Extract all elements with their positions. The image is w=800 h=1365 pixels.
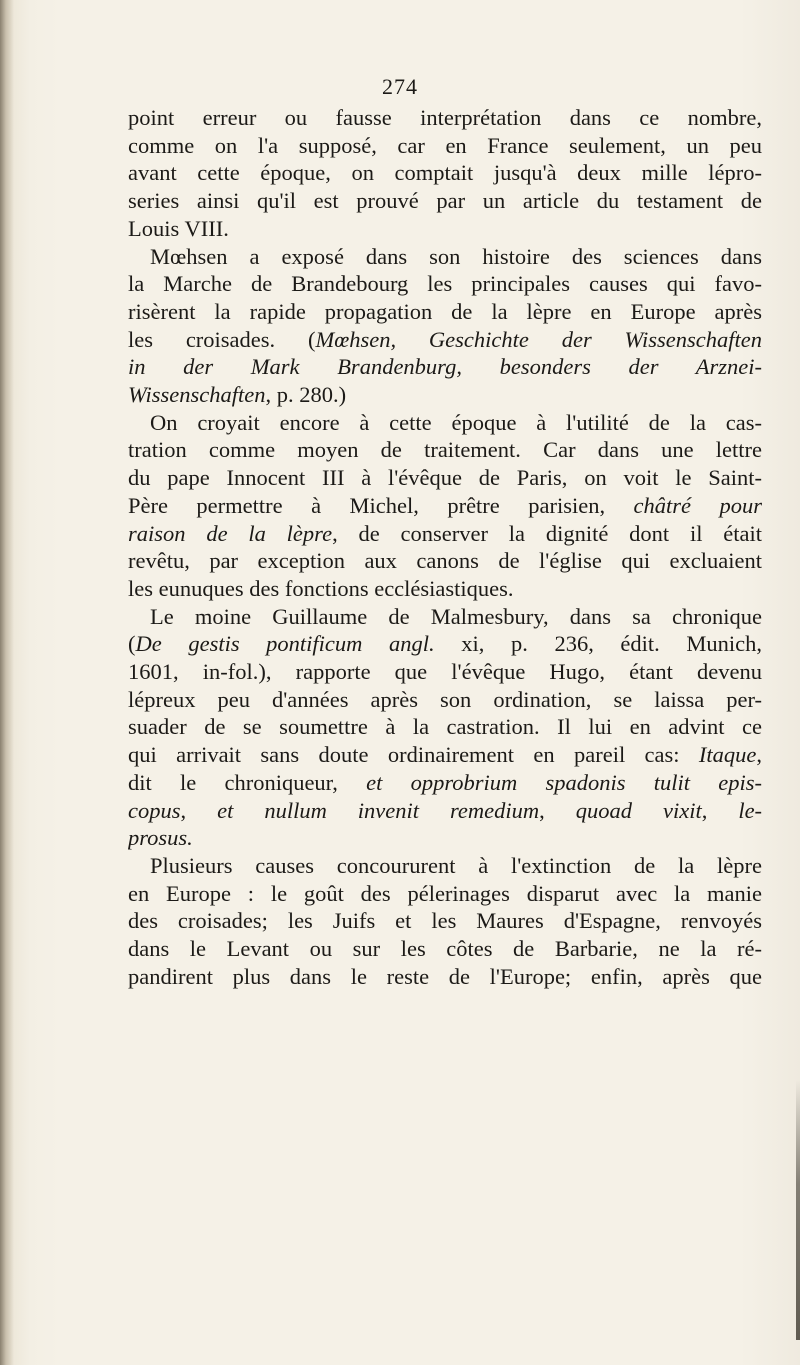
- italic-text: châtré pour: [633, 492, 762, 518]
- text-line: [128, 270, 762, 298]
- text-segment: suader de se soumettre à la castration. Il lui en advint ce: [128, 714, 762, 740]
- italic-text: raison de la lèpre: [128, 520, 333, 546]
- text-segment: pandirent plus dans le reste de l'Europe; enfin, après que: [128, 963, 762, 989]
- text-segment: avant cette époque, on comptait jusqu'à deux mille lépro-: [128, 160, 762, 186]
- text-segment: (: [128, 631, 136, 657]
- text-segment: , p. 280.): [265, 382, 347, 408]
- text-segment: series ainsi qu'il est prouvé par un article du testament de: [128, 188, 762, 214]
- text-line: [128, 797, 762, 825]
- page-number: 274: [382, 74, 418, 99]
- italic-text: in der Mark Brandenburg, besonders der Arznei-: [128, 354, 762, 380]
- binding-shadow: [0, 0, 14, 1365]
- text-segment: ,: [756, 742, 762, 768]
- text-segment: du pape Innocent III à l'évêque de Paris, on voit le Saint-: [128, 465, 762, 491]
- text-line: [128, 132, 762, 160]
- text-line: [128, 492, 762, 520]
- text-segment: des croisades; les Juifs et les Maures d'Espagne, renvoyés: [128, 908, 762, 934]
- italic-text: De gestis pontificum angl.: [135, 631, 435, 657]
- text-line: [128, 547, 762, 575]
- text-segment: Mœhsen a exposé dans son histoire des sciences dans: [150, 243, 762, 269]
- text-segment: en Europe : le goût des pélerinages disparut avec la manie: [128, 880, 762, 906]
- text-line: [128, 353, 762, 381]
- page-edge-mark: [796, 1080, 800, 1340]
- text-line: [128, 159, 762, 187]
- text-segment: revêtu, par exception aux canons de l'église qui excluaient: [128, 548, 762, 574]
- text-line: [128, 436, 762, 464]
- text-segment: dans le Levant ou sur les côtes de Barbarie, ne la ré-: [128, 936, 762, 962]
- italic-text: et nullum invenit remedium: [217, 797, 540, 823]
- text-segment: Père permettre à Michel, prêtre parisien,: [128, 492, 634, 518]
- text-line: [128, 243, 762, 271]
- text-line: [128, 575, 762, 603]
- text-line: [128, 713, 762, 741]
- text-line: [128, 187, 762, 215]
- text-line: [128, 630, 762, 658]
- text-line: [128, 603, 762, 631]
- text-segment: Le moine Guillaume de Malmesbury, dans sa chronique: [150, 603, 762, 629]
- text-line: [128, 686, 762, 714]
- text-segment: comme on l'a supposé, car en France seulement, un peu: [128, 132, 762, 158]
- text-segment: On croyait encore à cette époque à l'utilité de la cas-: [150, 409, 762, 435]
- text-segment: Louis VIII.: [128, 215, 229, 241]
- text-line: [128, 935, 762, 963]
- text-line: [128, 215, 762, 243]
- text-segment: ,: [180, 797, 218, 823]
- text-line: [128, 824, 762, 852]
- italic-text: quoad vixit: [575, 797, 702, 823]
- text-line: [128, 520, 762, 548]
- text-segment: , de conserver la dignité dont il était: [332, 520, 762, 546]
- text-line: [128, 381, 762, 409]
- text-line: [128, 104, 762, 132]
- text-line: [128, 326, 762, 354]
- text-line: [128, 880, 762, 908]
- text-segment: risèrent la rapide propagation de la lèpre en Europe après: [128, 298, 762, 324]
- text-line: [128, 741, 762, 769]
- italic-text: prosus.: [128, 825, 193, 851]
- text-segment: les eunuques des fonctions ecclésiastiques.: [128, 575, 514, 601]
- text-segment: tration comme moyen de traitement. Car dans une lettre: [128, 437, 762, 463]
- text-line: [128, 852, 762, 880]
- text-line: [128, 298, 762, 326]
- text-line: [128, 963, 762, 991]
- italic-text: copus: [128, 797, 181, 823]
- italic-text: Itaque: [698, 742, 757, 768]
- text-line: [128, 464, 762, 492]
- text-segment: lépreux peu d'années après son ordination, se laissa per-: [128, 686, 762, 712]
- italic-text: Wissenschaften: [128, 382, 266, 408]
- text-line: [128, 769, 762, 797]
- text-segment: Plusieurs causes concoururent à l'extinction de la lèpre: [150, 852, 762, 878]
- italic-text: le-: [738, 797, 762, 823]
- text-segment: ,: [539, 797, 576, 823]
- text-segment: dit le chroniqueur,: [128, 769, 367, 795]
- text-line: [128, 658, 762, 686]
- text-segment: la Marche de Brandebourg les principales causes qui favo-: [128, 271, 762, 297]
- text-segment: point erreur ou fausse interprétation dans ce nombre,: [128, 105, 762, 130]
- text-segment: qui arrivait sans doute ordinairement en pareil cas:: [128, 742, 699, 768]
- text-segment: 1601, in-fol.), rapporte que l'évêque Hugo, étant devenu: [128, 659, 762, 685]
- italic-text: Mœhsen, Geschichte der Wissenschaften: [315, 326, 762, 352]
- text-line: [128, 907, 762, 935]
- text-segment: xi, p. 236, édit. Munich,: [434, 631, 762, 657]
- body-text: [128, 104, 762, 991]
- text-line: [128, 409, 762, 437]
- text-segment: les croisades. (: [128, 326, 316, 352]
- italic-text: et opprobrium spadonis tulit epis-: [366, 769, 762, 795]
- text-segment: ,: [701, 797, 739, 823]
